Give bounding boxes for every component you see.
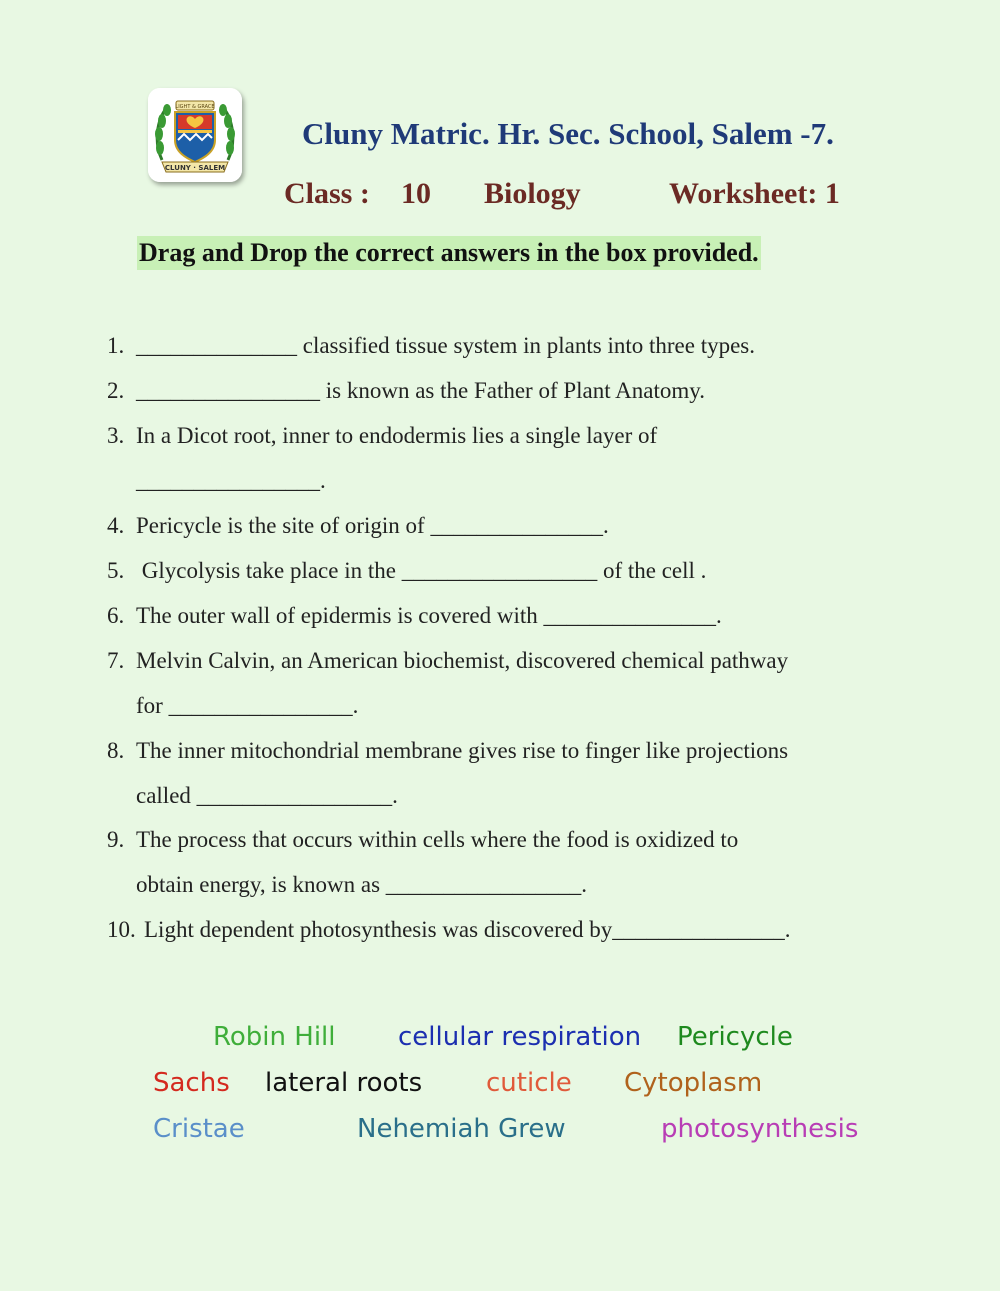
- question-number: 5.: [107, 558, 125, 583]
- svg-text:LIGHT & GRACE: LIGHT & GRACE: [175, 104, 215, 110]
- question-text: Melvin Calvin, an American biochemist, discovered chemical pathway: [136, 648, 789, 673]
- answer-chip-cellular-respiration[interactable]: cellular respiration: [398, 1022, 642, 1052]
- subject-label: Biology: [484, 177, 581, 210]
- question-number: 7.: [107, 648, 125, 673]
- question-text: called _________________.: [136, 783, 398, 808]
- answer-chip-cytoplasm[interactable]: Cytoplasm: [624, 1068, 763, 1098]
- question-number: 4.: [107, 513, 125, 538]
- question-text: The process that occurs within cells where the food is oxidized to: [136, 827, 739, 852]
- question-text: Pericycle is the site of origin of _______________.: [136, 513, 609, 538]
- question-text: obtain energy, is known as _________________.: [136, 872, 588, 897]
- question-number: 9.: [107, 827, 125, 852]
- question-text: Glycolysis take place in the _________________ of the cell .: [136, 558, 707, 583]
- question-number: 6.: [107, 603, 125, 628]
- school-crest-icon: [148, 88, 242, 182]
- school-title: Cluny Matric. Hr. Sec. School, Salem -7.: [302, 116, 834, 151]
- question-number: 2.: [107, 378, 125, 403]
- question-text: The outer wall of epidermis is covered with _______________.: [136, 603, 722, 628]
- answer-chip-cristae[interactable]: Cristae: [153, 1114, 245, 1144]
- question-number: 8.: [107, 738, 125, 763]
- question-number: 10.: [107, 917, 136, 942]
- question-text: for ________________.: [136, 693, 359, 718]
- answer-chip-cuticle[interactable]: cuticle: [486, 1068, 572, 1098]
- answer-chip-sachs[interactable]: Sachs: [153, 1068, 230, 1098]
- question-text: Light dependent photosynthesis was discovered by_______________.: [144, 917, 791, 942]
- question-text: ________________.: [136, 468, 326, 493]
- question-text: ______________ classified tissue system in plants into three types.: [136, 333, 756, 358]
- answer-chip-nehemiah-grew[interactable]: Nehemiah Grew: [357, 1114, 566, 1144]
- question-text: In a Dicot root, inner to endodermis lies a single layer of: [136, 423, 658, 448]
- instruction-text: Drag and Drop the correct answers in the box provided.: [137, 236, 761, 270]
- answer-chip-robin-hill[interactable]: Robin Hill: [213, 1022, 336, 1052]
- answer-chip-pericycle[interactable]: Pericycle: [677, 1022, 793, 1052]
- class-label: Class :: [284, 177, 370, 210]
- answer-chip-photosynthesis[interactable]: photosynthesis: [661, 1114, 859, 1144]
- school-logo: [148, 88, 242, 182]
- answer-chip-lateral-roots[interactable]: lateral roots: [265, 1068, 423, 1098]
- class-value: 10: [401, 177, 431, 210]
- question-text: The inner mitochondrial membrane gives rise to finger like projections: [136, 738, 789, 763]
- question-number: 1.: [107, 333, 125, 358]
- svg-text:CLUNY · SALEM: CLUNY · SALEM: [164, 164, 226, 172]
- worksheet-label: Worksheet: 1: [669, 177, 840, 210]
- question-text: ________________ is known as the Father of Plant Anatomy.: [136, 378, 705, 403]
- question-number: 3.: [107, 423, 125, 448]
